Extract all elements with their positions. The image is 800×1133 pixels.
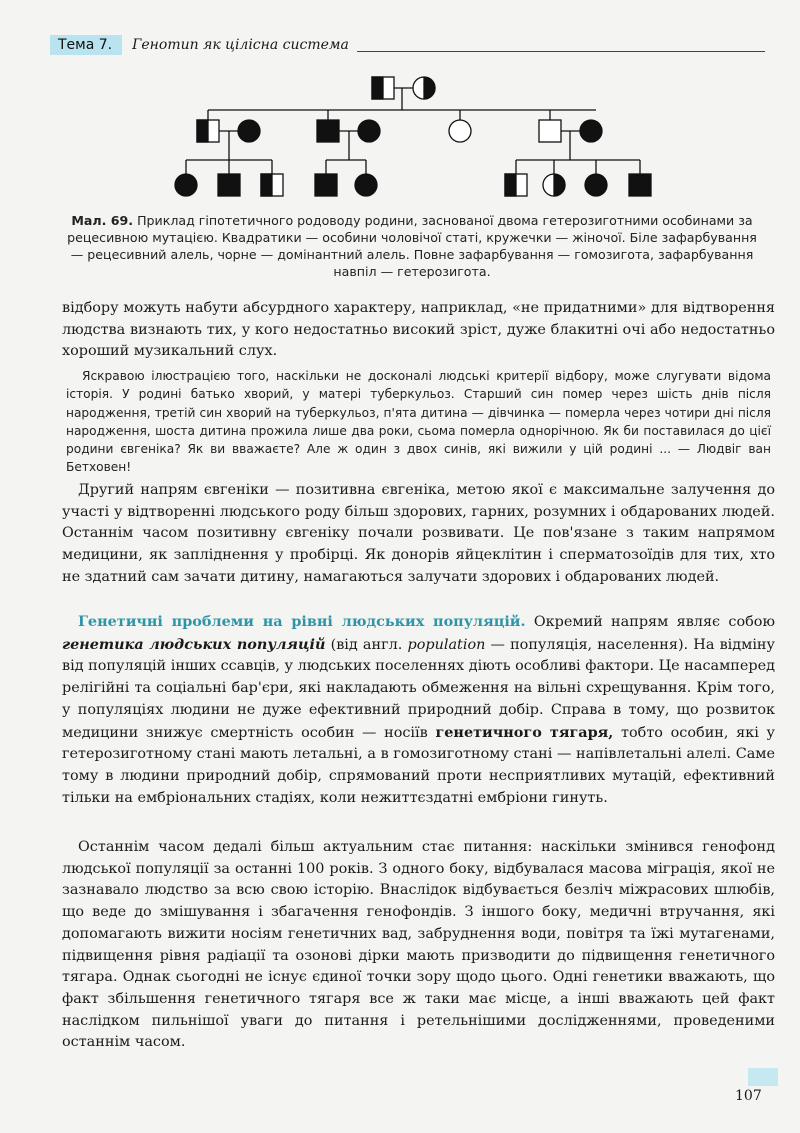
side-story: Яскравою ілюстрацією того, наскільки не досконалі людські критерії відбору, може слугувати відома історія. У родині батько хворий, у матері туберкульоз. Старший син помер через шість днів після народження, третій син хворий на туберкульоз, п'ята дитина — дівчинка — померла через чотири дні після народження, шоста дитина прожила лише два роки, сьома померла однорічною. Як би поставилася до цієї родини євгеніка? Як ви вважаєте? Але ж один з двох синів, які вижили у цій родині ... — Людвіг ван Бетховен! xyxy=(66,369,771,475)
paragraph-3 xyxy=(62,611,775,809)
figure-label: Мал. 69. xyxy=(71,213,134,228)
text-run: — популяція, населення). На відміну від популяцій інших ссавців, у людських поселеннях діють особливі фактори. Це насамперед релігійні та соціальні бар'єри, які накладають обмеження на вільні схрещування. Крім того, у популяціях людини не дуже ефективний природний добір. Справа в тому, що розвиток медицини знижує смертність особин — носіїв xyxy=(62,636,775,741)
topic-title: Генотип як цілісна система xyxy=(132,37,349,53)
page-number: 107 xyxy=(735,1088,762,1104)
paragraph-2: Другий напрям євгеніки — позитивна євгеніка, метою якої є максимальне залучення до участі у відтворенні людського роду більш здорових, гарних, розумних і обдарованих людей. Останнім часом позитивну євгеніку почали розвивати. Це пов'язане з таким напрямом медицини, як запліднення у пробірці. Як донорів яйцеклітин і сперматозоїдів для тих, хто не здатний сам зачати дитину, намагаються залучати здорових і обдарованих людей. xyxy=(62,482,775,585)
running-header xyxy=(50,32,765,58)
paragraph-1: відбору можуть набути абсурдного характеру, наприклад, «не придатними» для відтворення людства визнають тих, у кого недостатньо високий зріст, дуже блакитні очі або недостатньо хороший музикальний слух. xyxy=(62,300,775,360)
section-heading: Генетичні проблеми на рівні людських популяцій. xyxy=(78,613,526,630)
pedigree-diagram xyxy=(160,68,660,208)
term-population: population xyxy=(407,636,486,653)
page-tab-marker xyxy=(748,1068,778,1086)
figure-caption-text: Приклад гіпотетичного родоводу родини, заснованої двома гетерозиготними особинами за рецесивною мутацією. Квадратики — особини чоловічої статі, кружечки — жіночої. Біле зафарбування — рецесивний алель, чорне — домінантний алель. Повне зафарбування — гомозигота, зафарбування навпіл — гетерозигота. xyxy=(67,213,757,279)
header-rule xyxy=(357,38,765,52)
figure-caption xyxy=(62,212,762,280)
text-run: (від англ. xyxy=(325,636,408,653)
text-run: тобто особин, які у гетерозиготному стані мають летальні, а в гомозиготному стані — напівлетальні алелі. Саме тому в людини природний добір, спрямований проти несприятливих мутацій, ефективний тільки на ембріональних стадіях, коли нежиттєздатні ембріони гинуть. xyxy=(62,724,776,806)
paragraph-4: Останнім часом дедалі більш актуальним стає питання: наскільки змінився генофонд людської популяції за останні 100 років. З одного боку, відбувалася масова міграція, якої не зазнавало людство за всю свою історію. Внаслідок відбувається безліч міжрасових шлюбів, що веде до змішування і збагачення генофондів. З іншого боку, медичні втручання, які допомагають вижити носіям генетичних вад, забруднення води, повітря та їжі мутагенами, підвищення рівня радіації та озонові дірки мають призводити до підвищення генетичного тягара. Однак сьогодні не існує єдиної точки зору щодо цього. Одні генетики вважають, що факт збільшення генетичного тягаря все ж таки має місце, а інші вважають цей факт наслідком пильнішої уваги до питання і ретельнішими дослідженнями, проведеними останнім часом. xyxy=(62,839,775,1051)
term-genetic-load: генетичного тягаря, xyxy=(435,723,614,741)
term-genetics-populations: генетика людських популяцій xyxy=(62,635,326,653)
text-run: Окремий напрям являє собою xyxy=(525,614,776,630)
topic-number: Тема 7. xyxy=(50,35,122,55)
